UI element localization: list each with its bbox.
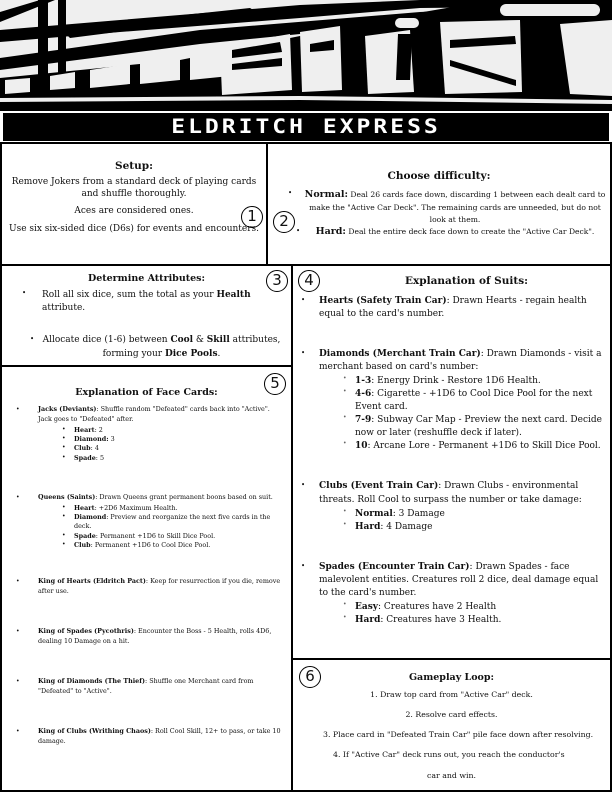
suit-value: : +2D6 Maximum Health. — [94, 503, 178, 512]
clubs-damage-list — [319, 508, 604, 534]
suit-label: Club — [74, 541, 91, 550]
suit-diamonds-text: : Drawn Diamonds - visit a merchant based on card's number: — [319, 349, 602, 373]
jacks-label: Jacks (Deviants) — [38, 405, 97, 413]
step-number-1-badge: 1 — [241, 206, 263, 228]
suit-label: Spade — [74, 531, 96, 540]
queen-suit-item — [38, 532, 285, 541]
damage-item — [319, 508, 604, 521]
face-card-king-spades-item — [2, 627, 291, 647]
jack-suit-item — [38, 426, 285, 435]
bullet-icon: • — [30, 335, 35, 344]
attributes-panel — [0, 264, 293, 367]
health-label: Health — [216, 290, 251, 300]
suit-value: : Preview and reorganize the next five cards in the deck. — [74, 513, 271, 531]
jack-suit-item — [38, 435, 285, 444]
king-label: King of Hearts (Eldritch Pact) — [38, 577, 146, 586]
merchant-text: : Subway Car Map - Preview the next card. Decide now or later (reshuffle deck if later). — [355, 415, 602, 439]
creature-health-text: : Creatures have 3 Health. — [380, 614, 502, 625]
queen-suit-item — [38, 504, 285, 513]
suit-hearts-item — [293, 295, 610, 321]
difficulty-hard-item — [268, 225, 610, 239]
skill-label: Skill — [206, 335, 230, 346]
creature-health-item — [319, 614, 604, 627]
attributes-heading: Determine Attributes: — [87, 273, 206, 284]
jacks-suit-list — [38, 426, 285, 463]
suit-label: Diamond — [74, 513, 107, 522]
king-text: : Encounter the Boss - 5 Health, rolls 4D6, dealing 10 Damage on a hit. — [38, 627, 272, 646]
merchant-item — [319, 388, 604, 414]
suit-spades-text: : Drawn Spades - face malevolent entities. Creatures roll 2 dice, deal damage equal to the card's number. — [319, 561, 599, 598]
jack-suit-item — [38, 454, 285, 463]
merchant-text: : Cigarette - +1D6 to Cool Dice Pool for the next Event card. — [355, 389, 593, 413]
king-text: : Shuffle one Merchant card from "Defeated" to "Active". — [38, 676, 254, 695]
dice-pools-label: Dice Pools — [164, 348, 218, 359]
face-card-king-diamonds-item — [2, 677, 291, 697]
gameplay-step-4-cont: car and win. — [426, 770, 477, 780]
merchant-range-label: 1-3 — [355, 376, 372, 387]
spades-health-list — [319, 601, 604, 627]
king-label: King of Diamonds (The Thief) — [38, 676, 146, 685]
suit-value: : 5 — [95, 453, 105, 462]
attributes-dice-item — [2, 334, 291, 361]
creature-health-text: : Creatures have 2 Health — [378, 601, 497, 612]
setup-line-3: Use six six-sided dice (D6s) for events and encounters. — [8, 224, 260, 235]
merchant-item — [319, 414, 604, 440]
queens-suit-list — [38, 504, 285, 550]
step-number-3-badge: 3 — [266, 270, 288, 292]
gameplay-heading: Gameplay Loop: — [408, 672, 495, 683]
suits-panel — [291, 264, 612, 660]
jacks-text: : Shuffle random "Defeated" cards back into "Active". Jack goes to "Defeated" after. — [38, 405, 270, 423]
face-card-king-hearts-item — [2, 577, 291, 597]
creature-level-label: Easy — [355, 601, 378, 612]
suit-label: Club — [74, 444, 91, 453]
merchant-text: : Energy Drink - Restore 1D6 Health. — [371, 376, 541, 387]
attributes-dice-suffix: . — [217, 348, 221, 359]
suit-value: : Permanent +1D6 to Cool Dice Pool. — [90, 541, 211, 550]
step-number-4-badge: 4 — [298, 270, 320, 292]
suit-clubs-text: : Drawn Clubs - environmental threats. Roll Cool to surpass the number or take damage: — [319, 481, 582, 505]
suit-label: Heart — [74, 503, 95, 512]
ampersand-text: & — [193, 335, 207, 346]
queens-text: : Drawn Queens grant permanent boons based on suit. — [95, 492, 273, 501]
suit-value: : 2 — [94, 425, 103, 434]
difficulty-normal-item — [268, 188, 610, 225]
merchant-range-label: 4-6 — [355, 389, 372, 400]
attributes-dice-text: Allocate dice (1-6) between — [42, 335, 171, 346]
queen-suit-item — [38, 513, 285, 532]
difficulty-panel — [266, 142, 612, 266]
merchant-item — [319, 440, 604, 453]
suit-diamonds-item — [293, 348, 610, 453]
suit-hearts-label: Hearts (Safety Train Car) — [319, 296, 447, 306]
step-number-5-badge: 5 — [264, 373, 286, 395]
merchant-range-label: 10 — [355, 441, 368, 452]
bullet-icon: • — [22, 289, 27, 297]
suits-list — [293, 295, 610, 627]
king-label: King of Spades (Pycothris) — [38, 627, 134, 636]
damage-text: : 4 Damage — [380, 521, 433, 532]
difficulty-normal-label: Normal: — [304, 189, 348, 200]
suit-value: 3 — [108, 435, 115, 444]
damage-level-label: Hard — [355, 521, 381, 532]
difficulty-heading: Choose difficulty: — [387, 170, 491, 182]
suit-spades-item — [293, 561, 610, 627]
face-cards-panel — [0, 365, 293, 792]
face-cards-heading: Explanation of Face Cards: — [75, 387, 218, 398]
suit-hearts-text: : Drawn Hearts - regain health equal to the card's number. — [319, 296, 587, 320]
gameplay-step-1: 1. Draw top card from "Active Car" deck. — [370, 690, 533, 699]
damage-text: : 3 Damage — [392, 508, 445, 519]
bullet-icon: • — [288, 189, 293, 197]
subway-train-icon — [0, 0, 612, 112]
king-text: : Keep for resurrection if you die, remove after use. — [38, 577, 281, 596]
merchant-range-label: 7-9 — [355, 415, 372, 426]
setup-line-2: Aces are considered ones. — [74, 206, 194, 217]
gameplay-panel — [291, 658, 612, 792]
suit-label: Diamond: — [74, 435, 109, 444]
queens-label: Queens (Saints) — [38, 492, 96, 501]
setup-line-1: Remove Jokers from a standard deck of playing cards and shuffle thoroughly. — [11, 177, 257, 199]
attributes-dice-mid: attributes, forming your — [102, 335, 281, 359]
face-card-jacks-item — [2, 405, 291, 463]
suit-label: Spade — [74, 453, 96, 462]
suit-value: : Permanent +1D6 to Skill Dice Pool. — [95, 531, 216, 540]
merchant-text: : Arcane Lore - Permanent +1D6 to Skill Dice Pool. — [367, 441, 601, 452]
setup-heading: Setup: — [115, 160, 153, 172]
suit-diamonds-label: Diamonds (Merchant Train Car) — [319, 349, 481, 360]
jack-suit-item — [38, 444, 285, 453]
face-cards-list — [2, 405, 291, 747]
suit-clubs-item — [293, 480, 610, 533]
attributes-health-item — [2, 289, 291, 314]
difficulty-hard-text: Deal the entire deck face down to create the "Active Car Deck". — [345, 227, 595, 237]
creature-level-label: Hard — [355, 614, 381, 625]
suit-value: : 4 — [90, 444, 99, 453]
title-bar — [0, 111, 612, 143]
bullet-icon: • — [296, 227, 301, 236]
king-text: : Roll Cool Skill, 12+ to pass, or take 10 damage. — [38, 726, 281, 745]
suit-clubs-label: Clubs (Event Train Car) — [319, 481, 439, 492]
damage-item — [319, 521, 604, 534]
suit-label: Heart — [74, 425, 95, 434]
merchant-item — [319, 375, 604, 388]
gameplay-step-4: 4. If "Active Car" deck runs out, you reach the conductor's — [333, 750, 565, 760]
page-title: ELDRITCH EXPRESS — [171, 115, 441, 139]
difficulty-normal-text: Deal 26 cards face down, discarding 1 between each dealt card to make the "Active Car Deck". The remaining cards are unneeded, but do not look at them. — [309, 190, 606, 224]
step-number-6-badge: 6 — [299, 666, 321, 688]
creature-health-item — [319, 601, 604, 614]
difficulty-hard-label: Hard: — [315, 226, 346, 238]
step-number-2-badge: 2 — [273, 211, 295, 233]
queen-suit-item — [38, 541, 285, 550]
face-card-king-clubs-item — [2, 727, 291, 747]
attributes-health-suffix: attribute. — [42, 302, 86, 313]
suit-spades-label: Spades (Encounter Train Car) — [319, 561, 470, 572]
suits-heading: Explanation of Suits: — [405, 275, 528, 287]
cool-label: Cool — [170, 335, 194, 346]
gameplay-step-3: 3. Place card in "Defeated Train Car" pile face down after resolving. — [323, 730, 594, 740]
attributes-health-text: Roll all six dice, sum the total as your — [42, 290, 217, 300]
train-banner-image — [0, 0, 612, 112]
face-card-queens-item — [2, 493, 291, 550]
damage-level-label: Normal — [355, 508, 393, 519]
king-label: King of Clubs (Writhing Chaos) — [38, 726, 151, 735]
setup-panel — [0, 142, 268, 266]
diamonds-merchant-list — [319, 375, 604, 453]
gameplay-step-2: 2. Resolve card effects. — [405, 710, 498, 720]
